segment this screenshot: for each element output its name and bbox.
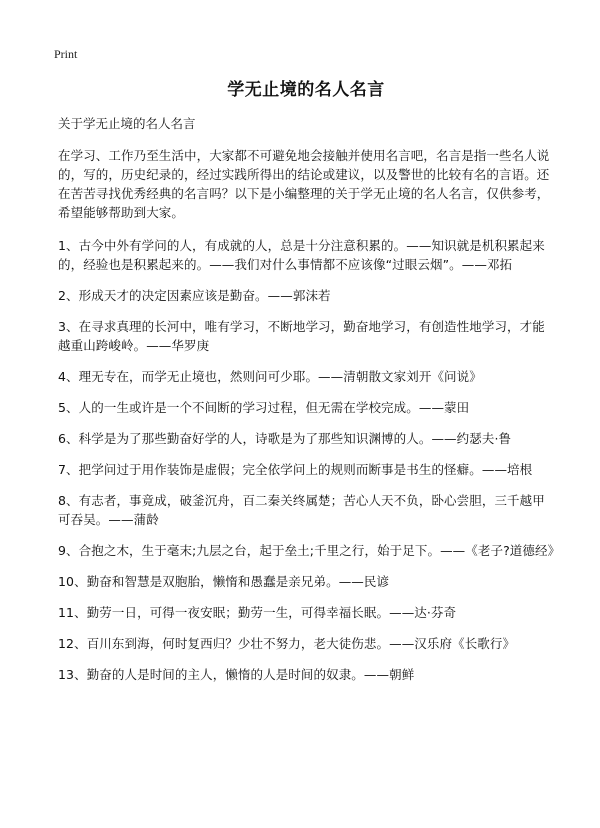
- quote-list: [58, 236, 561, 684]
- quote-item: 6、科学是为了那些勤奋好学的人，诗歌是为了那些知识渊博的人。——约瑟夫·鲁: [58, 431, 512, 446]
- print-link[interactable]: Print: [54, 47, 78, 61]
- quote-item: 12、百川东到海，何时复西归？少壮不努力，老大徒伤悲。——汉乐府《长歌行》: [58, 636, 516, 651]
- quote-item: 9、合抱之木，生于毫末;九层之台，起于垒土;千里之行，始于足下。——《老子?道德经》: [58, 543, 561, 558]
- quote-item: 3、在寻求真理的长河中，唯有学习，不断地学习，勤奋地学习，有创造性地学习，才能越重山跨峻岭。——华罗庚: [58, 319, 545, 353]
- quote-item: 13、勤奋的人是时间的主人，懒惰的人是时间的奴隶。——朝鲜: [58, 667, 415, 682]
- quote-item: 8、有志者，事竟成，破釜沉舟，百二秦关终属楚；苦心人天不负，卧心尝胆，三千越甲可吞吴。——蒲龄: [58, 493, 545, 527]
- quote-item: 5、人的一生或许是一个不间断的学习过程，但无需在学校完成。——蒙田: [58, 400, 470, 415]
- quote-item: 4、理无专在，而学无止境也，然则问可少耶。——清朝散文家刘开《问说》: [58, 369, 482, 384]
- quote-item: 11、勤劳一日，可得一夜安眠；勤劳一生，可得幸福长眠。——达·芬奇: [58, 605, 457, 620]
- page-title: 学无止境的名人名言: [227, 80, 385, 100]
- article-subtitle: 关于学无止境的名人名言: [58, 116, 196, 131]
- quote-item: 10、勤奋和智慧是双胞胎，懒惰和愚蠢是亲兄弟。——民谚: [58, 574, 390, 589]
- quote-item: 2、形成天才的决定因素应该是勤奋。——郭沫若: [58, 288, 331, 303]
- quote-item: 7、把学问过于用作装饰是虚假；完全依学问上的规则而断事是书生的怪癖。——培根: [58, 462, 533, 477]
- intro-paragraph: 在学习、工作乃至生活中，大家都不可避免地会接触并使用名言吧，名言是指一些名人说的，写的，历史纪录的，经过实践所得出的结论或建议，以及警世的比较有名的言语。还在苦苦寻找优秀经典的名言吗？以下是小编整理的关于学无止境的名人名言，仅供参考，希望能够帮助到大家。: [58, 148, 550, 220]
- quote-item: 1、古今中外有学问的人，有成就的人，总是十分注意积累的。——知识就是机积累起来的，经验也是积累起来的。——我们对什么事情都不应该像“过眼云烟”。——邓拓: [58, 238, 545, 272]
